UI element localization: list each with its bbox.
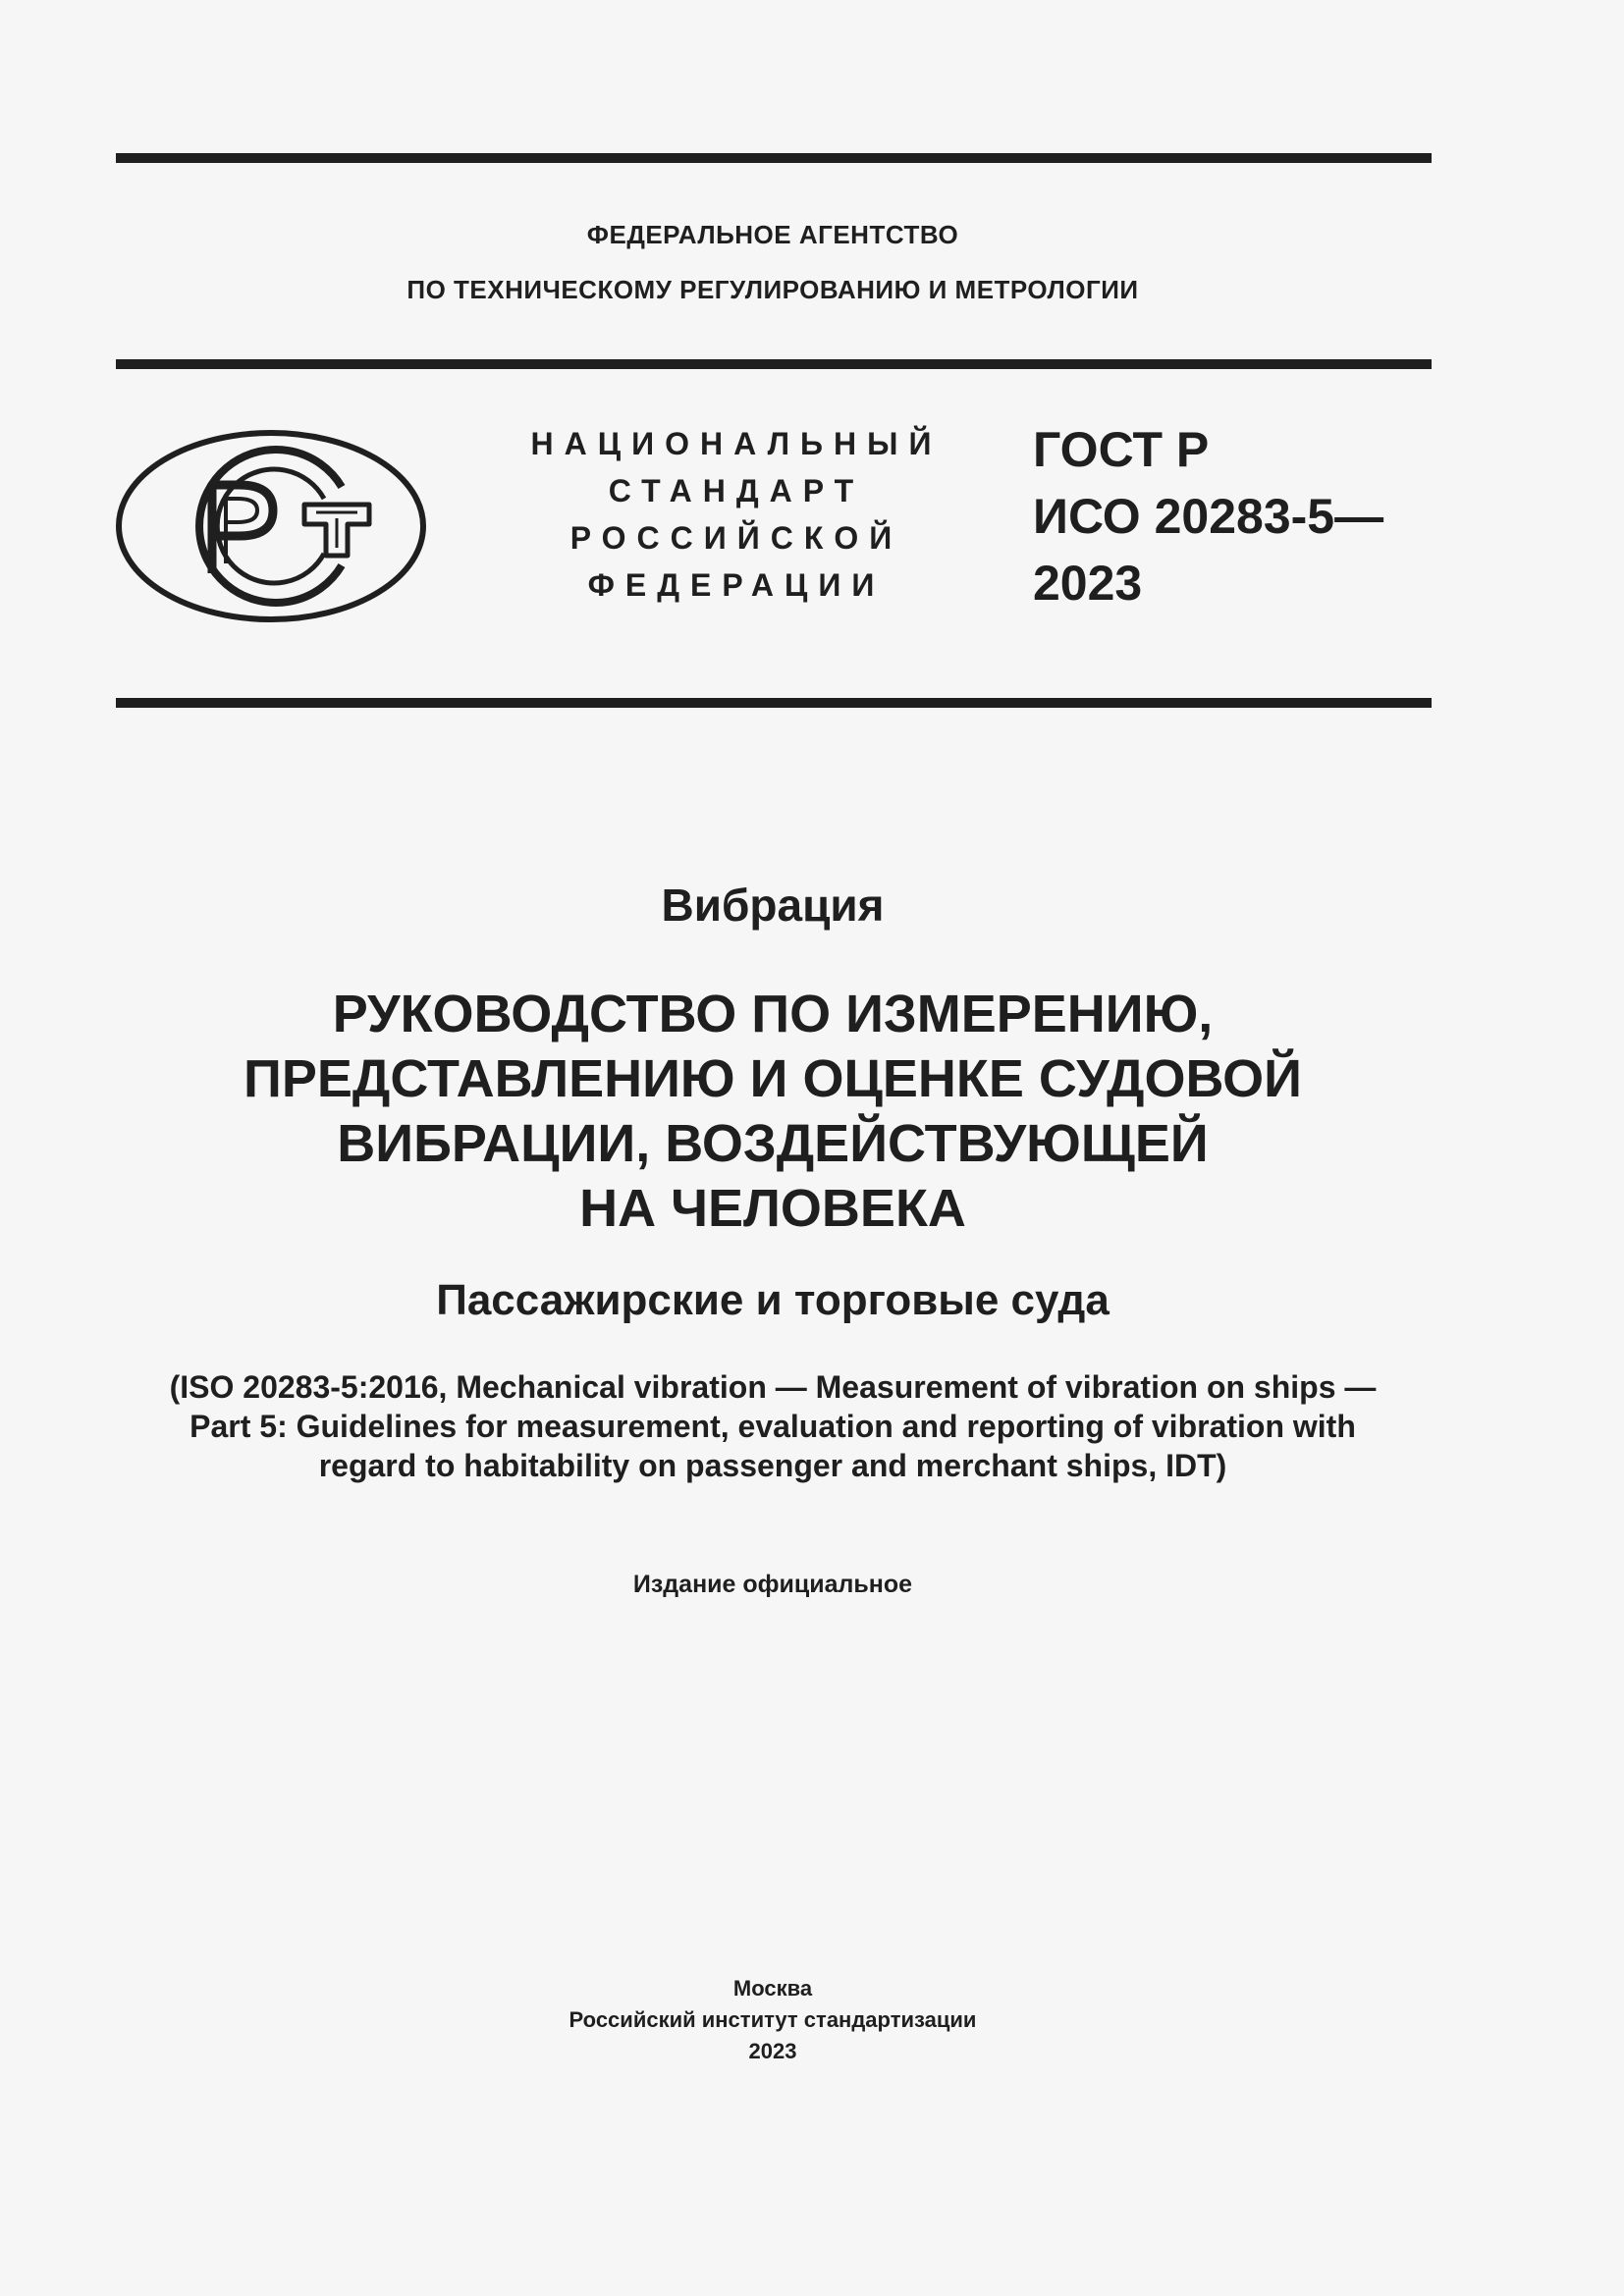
rst-certification-mark-icon bbox=[114, 428, 428, 624]
title-main-line: ПРЕДСТАВЛЕНИЮ И ОЦЕНКЕ СУДОВОЙ bbox=[244, 1049, 1302, 1108]
national-standard-line: РОССИЙСКОЙ bbox=[569, 520, 903, 556]
imprint-city: Москва bbox=[732, 1976, 813, 2001]
title-topic: Вибрация bbox=[661, 880, 885, 931]
national-standard-line: ФЕДЕРАЦИИ bbox=[587, 567, 886, 603]
designation-line: 2023 bbox=[1033, 556, 1143, 611]
designation-line: ИСО 20283-5— bbox=[1033, 489, 1384, 544]
iso-reference-line: regard to habitability on passenger and merchant ships, IDT) bbox=[318, 1448, 1227, 1483]
title-subtitle: Пассажирские и торговые суда bbox=[436, 1276, 1110, 1324]
top-rule bbox=[116, 153, 1432, 163]
iso-reference-line: Part 5: Guidelines for measurement, evaluation and reporting of vibration with bbox=[189, 1409, 1356, 1444]
agency-name-line-2: ПО ТЕХНИЧЕСКОМУ РЕГУЛИРОВАНИЮ И МЕТРОЛОГИИ bbox=[406, 275, 1139, 304]
title-main-line: ВИБРАЦИИ, ВОЗДЕЙСТВУЮЩЕЙ bbox=[337, 1114, 1209, 1173]
title-main-line: РУКОВОДСТВО ПО ИЗМЕРЕНИЮ, bbox=[332, 985, 1214, 1043]
title-main-line: НА ЧЕЛОВЕКА bbox=[579, 1179, 966, 1238]
title-main bbox=[0, 982, 1545, 1241]
national-standard-label bbox=[520, 420, 952, 609]
imprint bbox=[0, 1973, 1545, 2067]
imprint-publisher: Российский институт стандартизации bbox=[568, 2007, 977, 2032]
national-standard-line: НАЦИОНАЛЬНЫЙ bbox=[530, 426, 943, 461]
standard-designation bbox=[1033, 416, 1445, 616]
imprint-year: 2023 bbox=[748, 2039, 797, 2063]
official-edition-label: Издание официальное bbox=[632, 1571, 913, 1598]
iso-reference-line: (ISO 20283-5:2016, Mechanical vibration — Measurement of vibration on ships — bbox=[169, 1369, 1377, 1405]
designation-line: ГОСТ Р bbox=[1033, 422, 1210, 477]
national-standard-line: СТАНДАРТ bbox=[608, 473, 865, 508]
iso-reference bbox=[0, 1367, 1545, 1485]
header-bottom-rule bbox=[116, 698, 1432, 708]
agency-name-line-1: ФЕДЕРАЛЬНОЕ АГЕНТСТВО bbox=[586, 220, 959, 249]
agency-divider-rule bbox=[116, 359, 1432, 369]
